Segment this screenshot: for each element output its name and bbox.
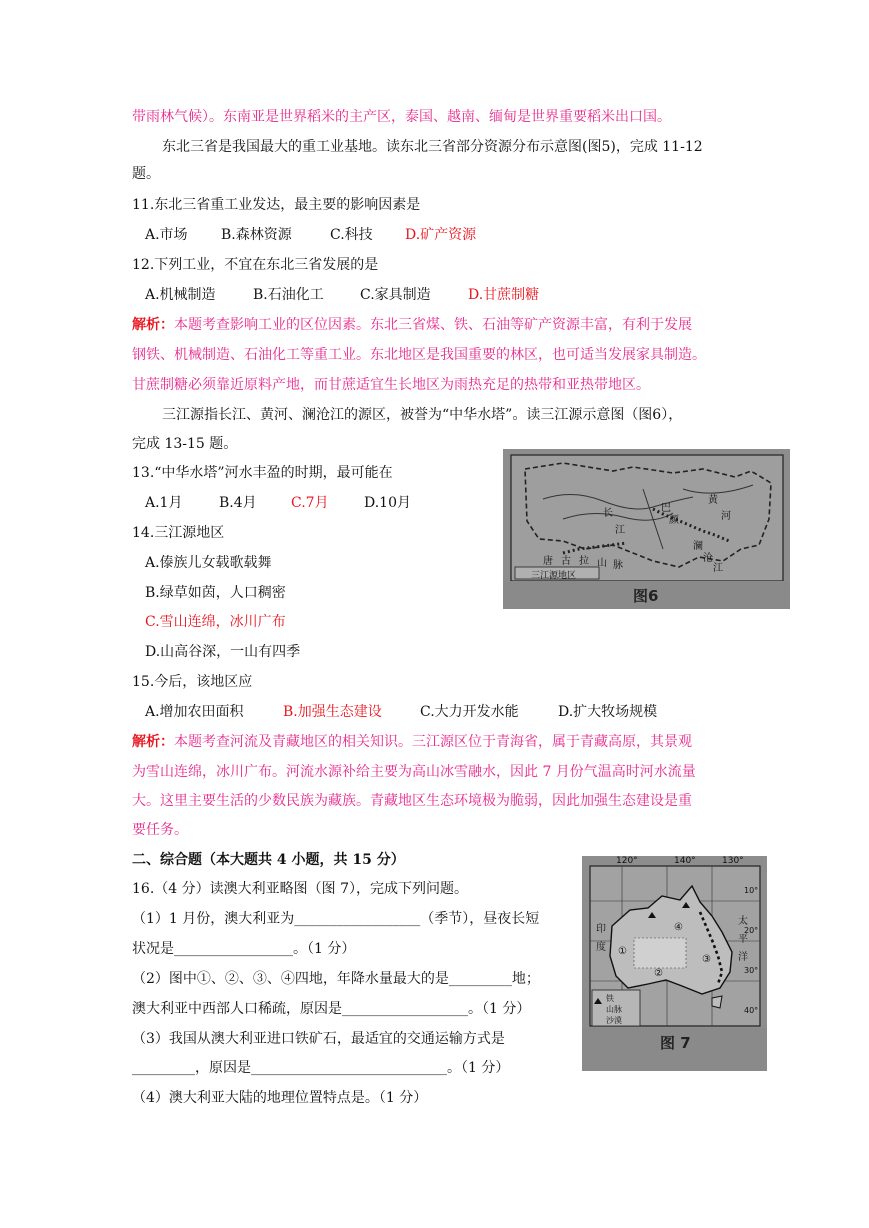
q16-stem: 16.（4 分）读澳大利亚略图（图 7），完成下列问题。: [132, 881, 468, 897]
figure-6-label-tang: 唐: [543, 556, 553, 567]
figure-7-lon-140: 140°: [674, 856, 696, 866]
figure-6-label-cang: 沧: [703, 553, 713, 564]
section-2-heading: 二、综合题（本大题共 4 小题，共 15 分）: [132, 852, 405, 868]
figure-7-ocean-yin: 印: [596, 924, 606, 935]
figure-6-label-mai: 脉: [613, 560, 623, 571]
intro-line-2: 东北三省是我国最大的重工业基地。读东北三省部分资源分布示意图(图5)，完成 11-12: [162, 139, 703, 155]
figure-6-label-shan: 山: [597, 558, 607, 569]
figure-7-lat-10: 10°: [744, 886, 759, 895]
analysis-label: 解析：: [132, 317, 174, 333]
sanjiangyuan-line-2: 完成 13-15 题。: [132, 436, 238, 452]
figure-6-label-chang: 长: [603, 508, 613, 519]
figure-7-ocean-yang: 洋: [738, 952, 748, 963]
figure-6-label-la: 拉: [579, 556, 589, 567]
q12-option-a: A.机械制造: [145, 287, 216, 303]
q13-option-b: B.4月: [219, 495, 257, 511]
analysis-label: 解析：: [132, 734, 174, 750]
q14-option-b: B.绿草如茵，人口稠密: [145, 585, 286, 601]
analysis-2-line-3: 大。这里主要生活的少数民族为藏族。青藏地区生态环境极为脆弱，因此加强生态建设是重: [132, 793, 692, 809]
q12-option-d: D.甘蔗制糖: [468, 287, 540, 303]
figure-7-caption: 图 7: [660, 1034, 691, 1052]
q16-part-4: （4）澳大利亚大陆的地理位置特点是。（1 分）: [132, 1090, 428, 1106]
figure-7-marker-3: ③: [702, 954, 711, 965]
intro-line-3: 题。: [132, 166, 160, 182]
figure-6-label-he: 河: [721, 511, 731, 522]
q11-option-a: A.市场: [145, 227, 188, 243]
analysis-1-line-1: [132, 316, 692, 334]
figure-6-label-huang: 黄: [708, 495, 718, 506]
figure-7-australia-map: [582, 856, 767, 1071]
q14-option-d: D.山高谷深，一山有四季: [145, 644, 301, 660]
figure-7-lat-40: 40°: [744, 1006, 759, 1015]
figure-6-legend: 三江源地区: [531, 571, 577, 581]
q13-option-c: C.7月: [291, 495, 329, 511]
figure-7-legend-mountain: 山脉: [606, 1005, 622, 1014]
q16-part-3b: _________，原因是____________________________。（1 分）: [132, 1060, 510, 1076]
figure-7-lon-120: 120°: [616, 856, 638, 866]
q11-stem: 11.东北三省重工业发达，最主要的影响因素是: [132, 197, 421, 213]
figure-6-sanjiangyuan-map: [503, 449, 790, 609]
figure-7-lon-130: 130°: [722, 856, 744, 866]
analysis-1-line-3: 甘蔗制糖必须靠近原料产地，而甘蔗适宜生长地区为雨热充足的热带和亚热带地区。: [132, 377, 650, 393]
figure-7-legend-desert: 沙漠: [606, 1016, 622, 1025]
figure-6-caption: 图6: [633, 587, 659, 605]
analysis-text: 本题考查河流及青藏地区的相关知识。三江源区位于青海省，属于青藏高原，其景观: [174, 734, 692, 750]
q16-part-1b: 状况是_________________。（1 分）: [132, 941, 356, 957]
q11-option-b: B.森林资源: [221, 227, 292, 243]
figure-6-label-lan: 澜: [693, 541, 703, 552]
q14-stem: 14.三江源地区: [132, 525, 225, 541]
q15-option-d: D.扩大牧场规模: [558, 704, 658, 720]
figure-7-marker-4: ④: [674, 922, 683, 933]
figure-6-label-jiang-lancang: 江: [713, 563, 723, 574]
q16-part-2b: 澳大利亚中西部人口稀疏，原因是__________________。（1 分）: [132, 1001, 531, 1017]
q15-option-b: B.加强生态建设: [283, 704, 382, 720]
figure-7-marker-1: ①: [618, 946, 627, 957]
q16-part-2a: （2）图中①、②、③、④四地，年降水量最大的是_________地；: [132, 971, 540, 987]
figure-6-label-gu: 古: [561, 556, 571, 567]
figure-7-lat-20: 20°: [744, 926, 759, 935]
figure-6-label-jiang-chang: 江: [615, 525, 625, 536]
analysis-2-line-1: [132, 733, 692, 751]
intro-line-1: 带雨林气候）。东南亚是世界稻米的主产区，泰国、越南、缅甸是世界重要稻米出口国。: [132, 109, 671, 125]
figure-6-label-yan: 颜: [669, 515, 679, 526]
q11-option-c: C.科技: [330, 227, 373, 243]
q15-option-a: A.增加农田面积: [145, 704, 244, 720]
q12-option-b: B.石油化工: [253, 287, 324, 303]
analysis-text: 本题考查影响工业的区位因素。东北三省煤、铁、石油等矿产资源丰富，有利于发展: [174, 317, 692, 333]
figure-7-marker-2: ②: [654, 968, 663, 979]
q14-option-c: C.雪山连绵，冰川广布: [145, 614, 286, 630]
analysis-2-line-2: 为雪山连绵，冰川广布。河流水源补给主要为高山冰雪融水，因此 7 月份气温高时河水流量: [132, 764, 696, 780]
q13-option-a: A.1月: [145, 495, 183, 511]
q15-stem: 15.今后，该地区应: [132, 674, 253, 690]
figure-6-label-ba: 巴: [661, 503, 671, 514]
q12-stem: 12.下列工业，不宜在东北三省发展的是: [132, 257, 379, 273]
sanjiangyuan-line-1: 三江源指长江、黄河、澜沧江的源区，被誉为“中华水塔”。读三江源示意图（图6），: [162, 407, 683, 423]
figure-7-ocean-du: 度: [596, 942, 606, 953]
q16-part-1a: （1）1 月份，澳大利亚为__________________（季节），昼夜长短: [132, 911, 540, 927]
analysis-1-line-2: 钢铁、机械制造、石油化工等重工业。东北地区是我国重要的林区，也可适当发展家具制造。: [132, 347, 706, 363]
q15-option-c: C.大力开发水能: [420, 704, 519, 720]
q13-stem: 13.“中华水塔”河水丰盈的时期，最可能在: [132, 465, 393, 481]
figure-7-lat-30: 30°: [744, 966, 759, 975]
figure-7-ocean-ping: 平: [738, 934, 748, 945]
q12-option-c: C.家具制造: [360, 287, 431, 303]
q14-option-a: A.傣族儿女载歌载舞: [145, 555, 272, 571]
q11-option-d: D.矿产资源: [405, 227, 477, 243]
figure-7-legend-iron: 铁: [606, 994, 614, 1003]
q16-part-3a: （3）我国从澳大利亚进口铁矿石，最适宜的交通运输方式是: [132, 1031, 505, 1047]
analysis-2-line-4: 要任务。: [132, 822, 188, 838]
figure-7-ocean-tai: 太: [738, 916, 748, 927]
q13-option-d: D.10月: [364, 495, 411, 511]
